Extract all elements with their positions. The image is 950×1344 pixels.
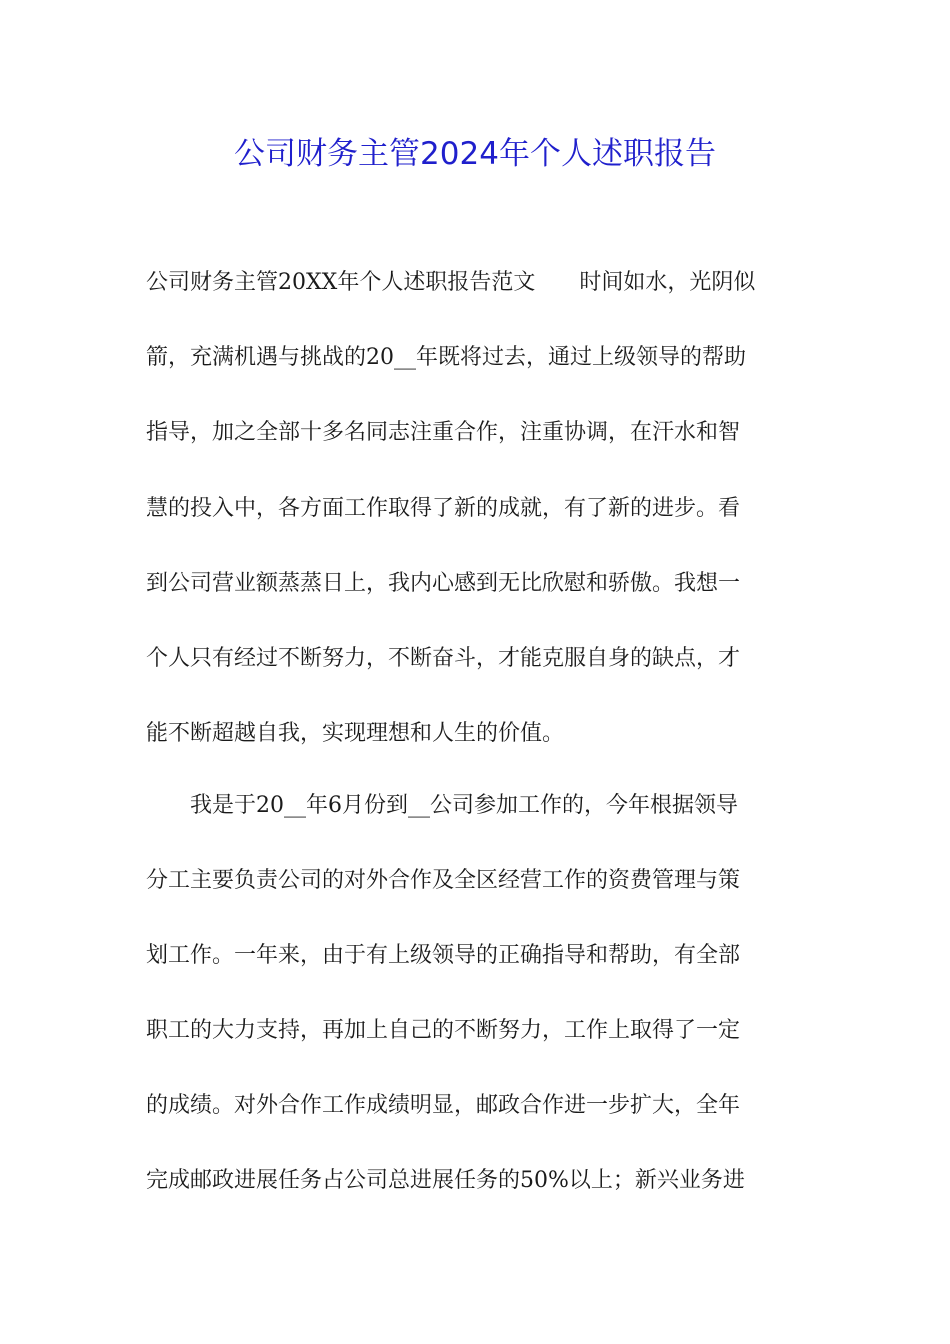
- body-line: 职工的大力支持，再加上自己的不断努力，工作上取得了一定: [146, 1018, 741, 1043]
- document-title: 公司财务主管2024年个人述职报告: [234, 136, 716, 172]
- body-line: 我是于20__年6月份到__公司参加工作的，今年根据领导: [146, 793, 738, 818]
- body-line: 个人只有经过不断努力，不断奋斗，才能克服自身的缺点，才: [146, 646, 741, 671]
- body-line: 慧的投入中，各方面工作取得了新的成就，有了新的进步。看: [146, 496, 741, 521]
- body-line: 分工主要负责公司的对外合作及全区经营工作的资费管理与策: [146, 868, 741, 893]
- body-line: 能不断超越自我，实现理想和人生的价值。: [146, 721, 565, 746]
- body-line: 公司财务主管20XX年个人述职报告范文 时间如水，光阴似: [146, 270, 756, 295]
- body-line: 划工作。一年来，由于有上级领导的正确指导和帮助，有全部: [146, 943, 741, 968]
- body-line: 到公司营业额蒸蒸日上，我内心感到无比欣慰和骄傲。我想一: [146, 571, 741, 596]
- body-line: 的成绩。对外合作工作成绩明显，邮政合作进一步扩大，全年: [146, 1093, 741, 1118]
- body-line: 完成邮政进展任务占公司总进展任务的50%以上；新兴业务进: [146, 1168, 745, 1193]
- body-line: 指导，加之全部十多名同志注重合作，注重协调，在汗水和智: [146, 420, 741, 445]
- body-line: 箭，充满机遇与挑战的20__年既将过去，通过上级领导的帮助: [146, 345, 746, 370]
